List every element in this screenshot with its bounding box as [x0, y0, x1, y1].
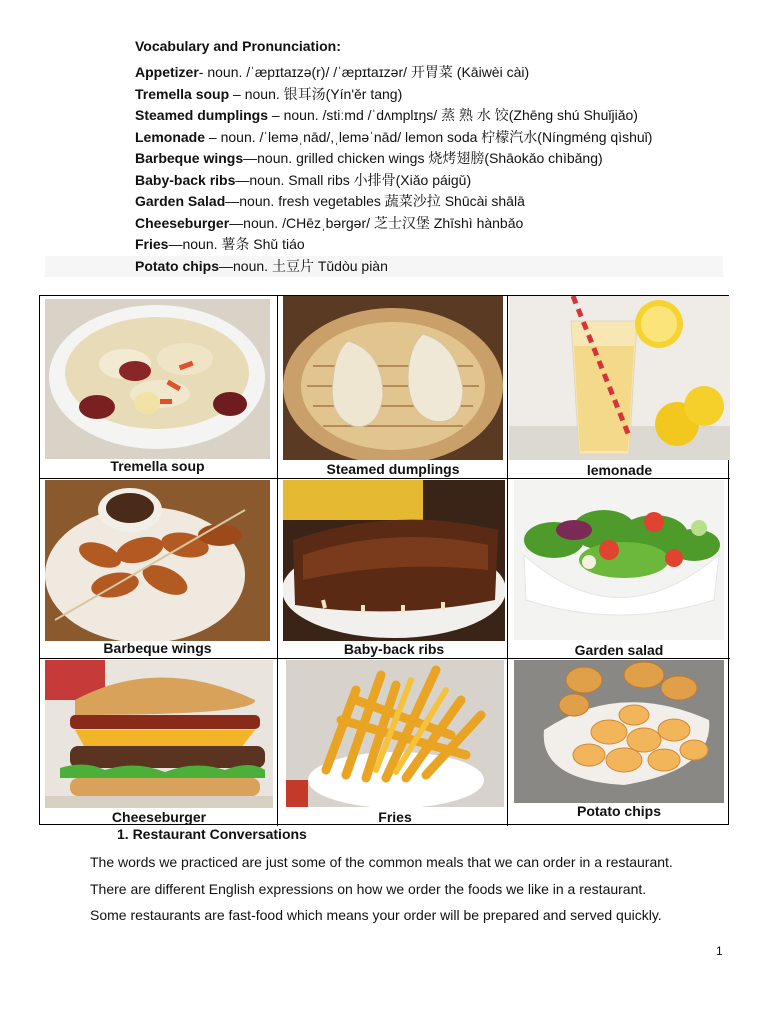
caption-garden-salad: Garden salad: [574, 642, 664, 658]
grid-divider: [40, 658, 730, 659]
caption-potato-chips: Potato chips: [576, 803, 661, 819]
grid-divider: [277, 296, 278, 826]
vocab-item-baby-back-ribs: Baby-back ribs—noun. Small ribs 小排骨(Xiǎo páigǔ): [135, 171, 472, 188]
tremella-soup-image: [45, 299, 270, 459]
vocabulary-list: [135, 62, 735, 277]
vocab-item-appetizer: Appetizer- noun. /ˈæpɪtaɪzə(r)/ /ˈæpɪtaɪzər/ 开胃菜 (Kāiwèi cài): [135, 64, 530, 80]
food-picture-grid: [39, 295, 729, 825]
body-paragraph: [90, 852, 750, 932]
caption-fries: Fries: [378, 809, 412, 825]
paragraph-line: The words we practiced are just some of the common meals that we can order in a restaurant.: [90, 854, 673, 870]
section-title: 1. Restaurant Conversations: [117, 826, 307, 842]
steamed-dumplings-image: [283, 296, 503, 460]
vocab-item-lemonade: Lemonade – noun. /ˈleməˌnād/,ˌleməˈnād/ lemon soda 柠檬汽水(Níngméng qìshuǐ): [135, 128, 653, 145]
vocab-item-cheeseburger: Cheeseburger—noun. /CHēzˌbərgər/ 芝士汉堡 Zhīshì hànbǎo: [135, 214, 524, 231]
page-number: 1: [716, 944, 723, 958]
caption-baby-back-ribs: Baby-back ribs: [343, 641, 445, 657]
baby-back-ribs-image: [283, 480, 505, 641]
vocab-item-fries: Fries—noun. 薯条 Shǔ tiáo: [135, 236, 305, 252]
caption-cheeseburger: Cheeseburger: [111, 809, 207, 825]
page-title: Vocabulary and Pronunciation:: [135, 38, 341, 54]
vocab-item-garden-salad: Garden Salad—noun. fresh vegetables 蔬菜沙拉 Shūcài shālā: [135, 193, 525, 209]
barbeque-wings-image: [45, 480, 270, 641]
lemonade-image: [509, 296, 730, 460]
paragraph-line: There are different English expressions on how we order the foods we like in a restaurant.: [90, 880, 647, 897]
caption-barbeque-wings: Barbeque wings: [103, 640, 212, 656]
grid-divider: [507, 296, 508, 826]
grid-divider: [40, 478, 730, 479]
caption-lemonade: lemonade: [586, 462, 653, 478]
vocab-item-tremella-soup: Tremella soup – noun. 银耳汤(Yín'ěr tang): [135, 85, 403, 102]
paragraph-line: Some restaurants are fast-food which means your order will be prepared and served quickly.: [90, 907, 662, 923]
vocab-item-barbeque-wings: Barbeque wings—noun. grilled chicken wings 烧烤翅膀(Shāokǎo chìbǎng): [135, 150, 603, 166]
vocab-item-potato-chips: Potato chips—noun. 土豆片 Tǔdòu piàn: [45, 256, 723, 278]
garden-salad-image: [514, 480, 724, 640]
caption-tremella-soup: Tremella soup: [110, 458, 205, 474]
potato-chips-image: [514, 660, 724, 803]
caption-steamed-dumplings: Steamed dumplings: [326, 461, 460, 477]
cheeseburger-image: [45, 660, 273, 808]
fries-image: [286, 660, 504, 807]
vocab-item-steamed-dumplings: Steamed dumplings – noun. /stiːmd /ˈdʌmplɪŋs/ 蒸 熟 水 饺(Zhēng shú Shuǐjiǎo): [135, 107, 638, 123]
